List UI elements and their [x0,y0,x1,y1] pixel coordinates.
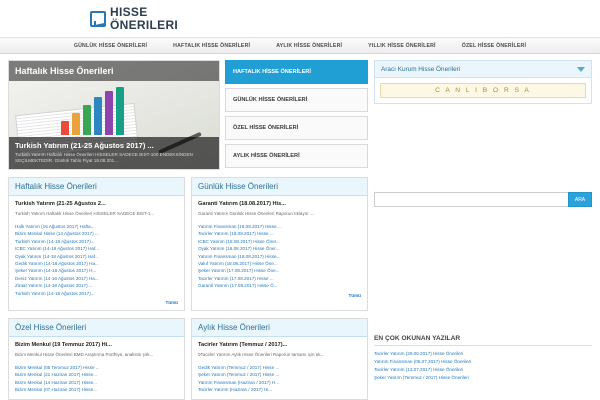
panel-haftalik-lead-desc: Turkish Yatırım Haftalık Hisse Önerileri HİSSELER SADECE BIST-1... [15,211,155,217]
list-item[interactable]: Turkish Yatırım (14-18 Ağustos 2017)... [15,238,95,244]
hero-tab-list [225,60,368,170]
live-market-button[interactable] [380,83,586,98]
panel-ozel-lead-title[interactable]: Bizim Menkul (19 Temmuz 2017) Hi... [15,342,112,349]
bar-chart-illustration [61,87,124,135]
list-item[interactable]: Bizim Menkul Hisse (14 Ağustos 2017) ... [15,231,99,237]
logo-text [110,6,178,31]
panel-ozel-title: Özel Hisse Önerileri [15,323,87,333]
hero-tab-ozel[interactable]: ÖZEL HİSSE ÖNERİLERİ [225,116,368,140]
broker-widget-title: Aracı Kurum Hisse Önerileri [381,65,461,73]
panel-gunluk [191,177,368,311]
panel-aylik-links [198,364,361,394]
hero-tab-haftalik[interactable]: HAFTALIK HİSSE ÖNERİLERİ [225,60,368,84]
panel-haftalik-links [15,223,178,297]
panel-gunluk-links [198,223,361,290]
list-item[interactable]: Yatırım Finansman (05.07.2017) Hisse Önerileri [374,359,472,365]
list-item[interactable]: Tacirler Yatırım (17.08.2017) Hisse ... [198,275,274,281]
panel-aylik-body [192,337,367,399]
search-input[interactable] [374,192,568,207]
site-header [0,0,600,38]
panel-gunluk-header [192,178,367,196]
panel-aylik-lead-desc: 0Tacirler Yatırım Aylık Hisse Önerileri Raporun tamamı için tık... [198,352,325,358]
main-column [8,60,368,400]
hero-tab-gunluk[interactable]: GÜNLÜK HİSSE ÖNERİLERİ [225,88,368,112]
list-item[interactable]: Yatırım Finansman (18.08.2017) Hisse... [198,253,281,259]
panel-aylik-lead-title[interactable]: Tacirler Yatırım (Temmuz / 2017)... [198,342,288,349]
popular-articles-list [374,350,592,382]
panel-gunluk-lead-desc: Garanti Yatırım Günlük Hisse Önerileri Raporun tıklayın .... [198,211,315,217]
panel-row-1 [8,177,368,311]
panel-ozel-links [15,364,178,394]
nav-item-ozel[interactable]: ÖZEL HİSSE ÖNERİLERİ [461,42,527,49]
panel-aylik-title: Aylık Hisse Önerileri [198,323,270,333]
panel-haftalik-header [9,178,184,196]
hero-caption-text: Turkish Yatırım Haftalık Hisse Önerileri HİSSELER SADECE BIST-100 ENDEKSİNDEN SEÇİLMEKTEDİR. Günlük Tablo Fiyat 18.08.201... [15,151,193,163]
panel-ozel-header [9,319,184,337]
list-item[interactable]: Bizim Menkul (07 Haziran 2017) Hisse... [15,387,97,393]
list-item[interactable]: Vakıf Yatırım (18.08.2017) Hisse Öne... [198,260,278,266]
broker-widget [374,60,592,104]
panel-aylik [191,318,368,400]
list-item[interactable]: Bizim Menkul (21 Haziran 2017) Hisse... [15,372,97,378]
list-item[interactable]: Oyak Yatırım (18.08.2017) Hisse Öner... [198,246,280,252]
list-item[interactable]: Şeker Yatırım (Temmuz / 2017) Hisse Önerileri [374,375,469,381]
panel-gunluk-lead-title[interactable]: Garanti Yatırım (18.08.2017) His... [198,201,286,207]
panel-row-2 [8,318,368,400]
panel-gunluk-more[interactable]: Tümü [348,292,361,298]
hero-caption-title[interactable]: Turkish Yatırım (21-25 Ağustos 2017) ... [15,140,154,150]
popular-articles-title: EN ÇOK OKUNAN YAZILAR [374,335,592,346]
hero-banner-title-text: Haftalık Hisse Önerileri [15,66,114,76]
panel-ozel [8,318,185,400]
search-box [374,192,592,207]
chevron-down-icon[interactable] [577,67,585,72]
site-logo[interactable] [90,6,178,31]
list-item[interactable]: Garanti Yatırım (17.08.2017) Hisse Ö... [198,283,278,289]
list-item[interactable]: Tacirler Yatırım (29.06.2017) Hisse Önerileri [374,351,464,356]
list-item[interactable]: Şeker Yatırım (14-18 Ağustos 2017) H... [15,268,97,274]
list-item[interactable]: Oyak Yatırım (14-18 Ağustos 2017) Haf... [15,253,99,259]
search-button[interactable]: ARA [568,192,592,207]
list-item[interactable]: Tacirler Yatırım (18.08.2017) Hisse ... [198,231,274,237]
list-item[interactable]: Ziraat Yatırım (14-18 Ağustos 2017) ... [15,283,93,289]
list-item[interactable]: Yatırım Finansman (Haziran / 2017) H... [198,379,280,385]
list-item[interactable]: ICBC Yatırım (18.08.2017) Hisse Öner... [198,238,280,244]
list-item[interactable]: Tacirler Yatırım (13.07.2017) Hisse Önerileri [374,367,464,373]
list-item[interactable]: Şeker Yatırım (17.08.2017) Hisse Öne... [198,268,280,274]
panel-gunluk-title: Günlük Hisse Önerileri [198,182,279,191]
panel-haftalik-body [9,196,184,310]
list-item[interactable]: Gedik Yatırım (Temmuz / 2017) Hisse ... [198,364,280,370]
nav-item-haftalik[interactable]: HAFTALIK HİSSE ÖNERİLERİ [173,42,251,49]
content-wrap [0,54,600,400]
hero-caption [9,137,219,169]
nav-item-yillik[interactable]: YILLIK HİSSE ÖNERİLERİ [368,42,436,49]
logo-line-1: HISSE [110,4,148,19]
panel-haftalik-lead-title[interactable]: Turkish Yatırım (21-25 Ağustos 2... [15,201,106,207]
panel-haftalik [8,177,185,311]
list-item[interactable]: Deniz Yatırım (14-18 Ağustos 2017) Ha... [15,275,99,281]
checkbox-logo-icon [90,11,106,27]
list-item[interactable]: Tacirler Yatırım (Haziran / 2017) Hi... [198,387,273,393]
list-item[interactable]: Bizim Menkul (14 Haziran 2017) Hisse... [15,379,97,385]
hero-slider[interactable] [8,60,220,170]
panel-gunluk-body [192,196,367,303]
nav-item-aylik[interactable]: AYLIK HİSSE ÖNERİLERİ [276,42,343,49]
logo-line-2: ÖNERILERI [110,17,179,32]
list-item[interactable]: ICBC Yatırım (14-18 Ağustos 2017) Haf... [15,246,100,252]
list-item[interactable]: Halk Yatırım (16 Ağustos 2017) Hafta... [15,223,95,229]
broker-widget-header[interactable] [375,61,591,78]
hero-row [8,60,368,170]
list-item[interactable]: Bizim Menkul (05 Temmuz 2017) Hisse ... [15,364,100,370]
nav-item-gunluk[interactable]: GÜNLÜK HİSSE ÖNERİLERİ [73,42,148,49]
panel-haftalik-title: Haftalık Hisse Önerileri [15,182,97,191]
list-item[interactable]: Gedik Yatırım (14-18 Ağustos 2017) Ha... [15,260,99,266]
panel-haftalik-more[interactable]: Tümü [165,300,178,306]
panel-aylik-header [192,319,367,337]
list-item[interactable]: Yatırım Finansman (18.08.2017) Hisse ... [198,223,282,229]
panel-ozel-lead-desc: Bizim Menkul Hisse Önerileri BMD Araştırma Portföyü, analistin şirk... [15,352,154,358]
main-nav [0,38,600,54]
hero-tab-aylik[interactable]: AYLIK HİSSE ÖNERİLERİ [225,144,368,168]
list-item[interactable]: Şeker Yatırım (Temmuz / 2017) Hisse ... [198,372,280,378]
sidebar [374,60,592,400]
list-item[interactable]: Turkish Yatırım (14-18 Ağustos 2017)... [15,290,95,296]
panel-ozel-body [9,337,184,399]
hero-banner-title [9,61,219,81]
live-market-label: C A N L I B O R S A [435,87,531,94]
